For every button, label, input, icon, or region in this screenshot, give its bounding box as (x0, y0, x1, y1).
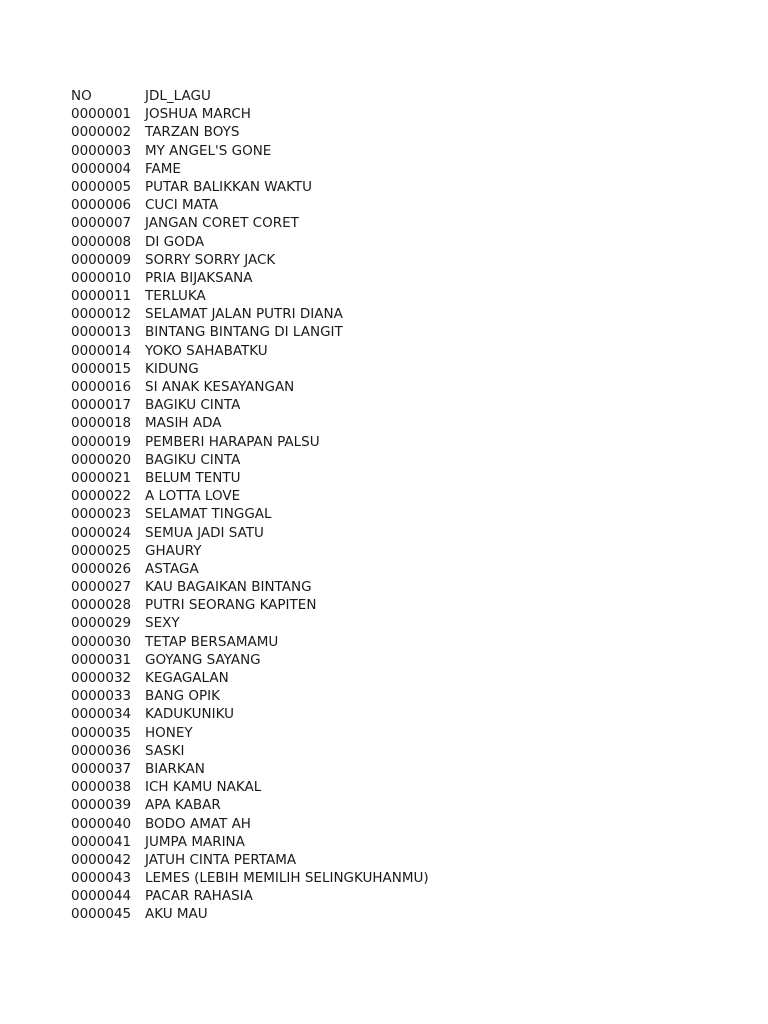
table-row (71, 505, 731, 523)
table-row (71, 487, 731, 505)
table-row (71, 542, 731, 560)
song-title: BELUM TENTU (145, 469, 241, 486)
table-row (71, 851, 731, 869)
table-row (71, 633, 731, 651)
song-number: 0000013 (71, 324, 132, 341)
song-number: 0000035 (71, 724, 132, 741)
table-row (71, 833, 731, 851)
song-title: SI ANAK KESAYANGAN (145, 379, 295, 395)
table-row (71, 651, 731, 669)
table-row (71, 342, 731, 360)
song-number: 0000028 (71, 597, 132, 614)
table-row (71, 142, 731, 160)
song-title: BANG OPIK (145, 688, 220, 705)
song-title: ICH KAMU NAKAL (145, 779, 262, 796)
song-number: 0000024 (71, 524, 132, 541)
song-title: MASIH ADA (145, 415, 222, 432)
song-title: APA KABAR (145, 797, 221, 814)
song-number: 0000045 (71, 906, 132, 923)
song-number: 0000009 (71, 251, 132, 268)
table-row (71, 524, 731, 542)
song-number: 0000023 (71, 506, 132, 523)
table-row (71, 433, 731, 451)
song-title: TETAP BERSAMAMU (145, 633, 279, 650)
table-row (71, 396, 731, 414)
song-title: PEMBERI HARAPAN PALSU (145, 433, 320, 450)
song-number: 0000020 (71, 451, 132, 468)
song-title: JUMPA MARINA (145, 833, 245, 850)
song-list-table (71, 87, 731, 924)
song-title: KADUKUNIKU (145, 706, 234, 723)
song-number: 0000041 (71, 833, 132, 850)
table-row (71, 123, 731, 141)
song-number: 0000001 (71, 106, 132, 123)
table-row (71, 214, 731, 232)
table-row (71, 196, 731, 214)
table-row (71, 887, 731, 905)
table-row (71, 578, 731, 596)
song-title: KEGAGALAN (145, 670, 229, 686)
song-number: 0000016 (71, 379, 132, 395)
song-title: CUCI MATA (145, 197, 219, 214)
song-number: 0000026 (71, 560, 132, 577)
song-title: BODO AMAT AH (145, 815, 251, 832)
song-title: BAGIKU CINTA (145, 397, 241, 414)
song-title: SEMUA JADI SATU (145, 524, 264, 541)
song-number: 0000008 (71, 233, 132, 250)
song-title: MY ANGEL'S GONE (145, 142, 272, 159)
song-number: 0000007 (71, 215, 132, 232)
song-title: DI GODA (145, 233, 205, 250)
song-title: SASKI (145, 742, 185, 759)
column-header-title: JDL_LAGU (145, 88, 211, 104)
song-number: 0000043 (71, 870, 132, 887)
song-number: 0000037 (71, 760, 132, 777)
song-title: BIARKAN (145, 760, 205, 777)
song-number: 0000019 (71, 433, 132, 450)
table-row (71, 724, 731, 742)
song-title: PUTRI SEORANG KAPITEN (145, 597, 317, 614)
song-number: 0000022 (71, 488, 132, 505)
table-row (71, 687, 731, 705)
song-number: 0000006 (71, 197, 132, 214)
table-row (71, 869, 731, 887)
song-title: BINTANG BINTANG DI LANGIT (145, 324, 343, 341)
song-number: 0000018 (71, 415, 132, 432)
song-number: 0000005 (71, 178, 132, 195)
song-title: ASTAGA (145, 560, 199, 577)
song-title: YOKO SAHABATKU (145, 342, 268, 359)
table-row (71, 905, 731, 923)
table-row (71, 778, 731, 796)
table-row (71, 796, 731, 814)
table-row (71, 269, 731, 287)
song-number: 0000040 (71, 815, 132, 832)
table-header-row (71, 87, 731, 105)
song-number: 0000044 (71, 888, 132, 905)
song-number: 0000027 (71, 579, 132, 596)
song-title: SORRY SORRY JACK (145, 251, 276, 268)
table-row (71, 251, 731, 269)
song-title: HONEY (145, 724, 193, 741)
table-row (71, 360, 731, 378)
song-title: SEXY (145, 615, 180, 632)
song-number: 0000004 (71, 160, 132, 177)
song-number: 0000012 (71, 306, 132, 323)
song-title: FAME (145, 160, 181, 177)
song-number: 0000039 (71, 797, 132, 814)
song-title: GHAURY (145, 542, 202, 559)
table-row (71, 614, 731, 632)
song-number: 0000034 (71, 706, 132, 723)
column-header-no: NO (71, 88, 92, 104)
song-number: 0000042 (71, 851, 132, 868)
table-body (71, 105, 731, 923)
song-number: 0000002 (71, 124, 132, 141)
song-title: SELAMAT TINGGAL (145, 506, 272, 523)
song-title: BAGIKU CINTA (145, 451, 241, 468)
table-row (71, 305, 731, 323)
song-number: 0000031 (71, 651, 132, 668)
song-number: 0000011 (71, 288, 132, 305)
table-row (71, 560, 731, 578)
table-row (71, 451, 731, 469)
song-title: SELAMAT JALAN PUTRI DIANA (145, 306, 343, 323)
table-row (71, 323, 731, 341)
song-number: 0000021 (71, 469, 132, 486)
song-title: JATUH CINTA PERTAMA (145, 851, 297, 868)
table-row (71, 414, 731, 432)
song-title: PUTAR BALIKKAN WAKTU (145, 178, 312, 195)
song-title: TERLUKA (145, 288, 206, 305)
song-number: 0000014 (71, 342, 132, 359)
song-title: JOSHUA MARCH (145, 106, 251, 123)
table-row (71, 287, 731, 305)
song-title: TARZAN BOYS (145, 124, 240, 141)
table-row (71, 160, 731, 178)
song-number: 0000038 (71, 779, 132, 796)
table-row (71, 105, 731, 123)
song-title: LEMES (LEBIH MEMILIH SELINGKUHANMU) (145, 870, 429, 887)
table-row (71, 705, 731, 723)
song-number: 0000025 (71, 542, 132, 559)
song-title: JANGAN CORET CORET (145, 215, 299, 232)
song-number: 0000032 (71, 670, 132, 686)
table-row (71, 669, 731, 687)
song-title: PRIA BIJAKSANA (145, 269, 253, 286)
song-title: AKU MAU (145, 906, 208, 923)
table-row (71, 742, 731, 760)
song-number: 0000029 (71, 615, 132, 632)
table-row (71, 760, 731, 778)
song-number: 0000017 (71, 397, 132, 414)
song-number: 0000036 (71, 742, 132, 759)
song-title: A LOTTA LOVE (145, 488, 241, 505)
song-number: 0000033 (71, 688, 132, 705)
song-title: KAU BAGAIKAN BINTANG (145, 579, 312, 596)
song-number: 0000015 (71, 360, 132, 377)
table-row (71, 815, 731, 833)
song-number: 0000010 (71, 269, 132, 286)
table-row (71, 378, 731, 396)
song-title: PACAR RAHASIA (145, 888, 253, 905)
song-title: KIDUNG (145, 360, 199, 377)
song-title: GOYANG SAYANG (145, 651, 261, 668)
song-number: 0000003 (71, 142, 132, 159)
table-row (71, 596, 731, 614)
song-number: 0000030 (71, 633, 132, 650)
table-row (71, 178, 731, 196)
table-row (71, 469, 731, 487)
table-row (71, 233, 731, 251)
